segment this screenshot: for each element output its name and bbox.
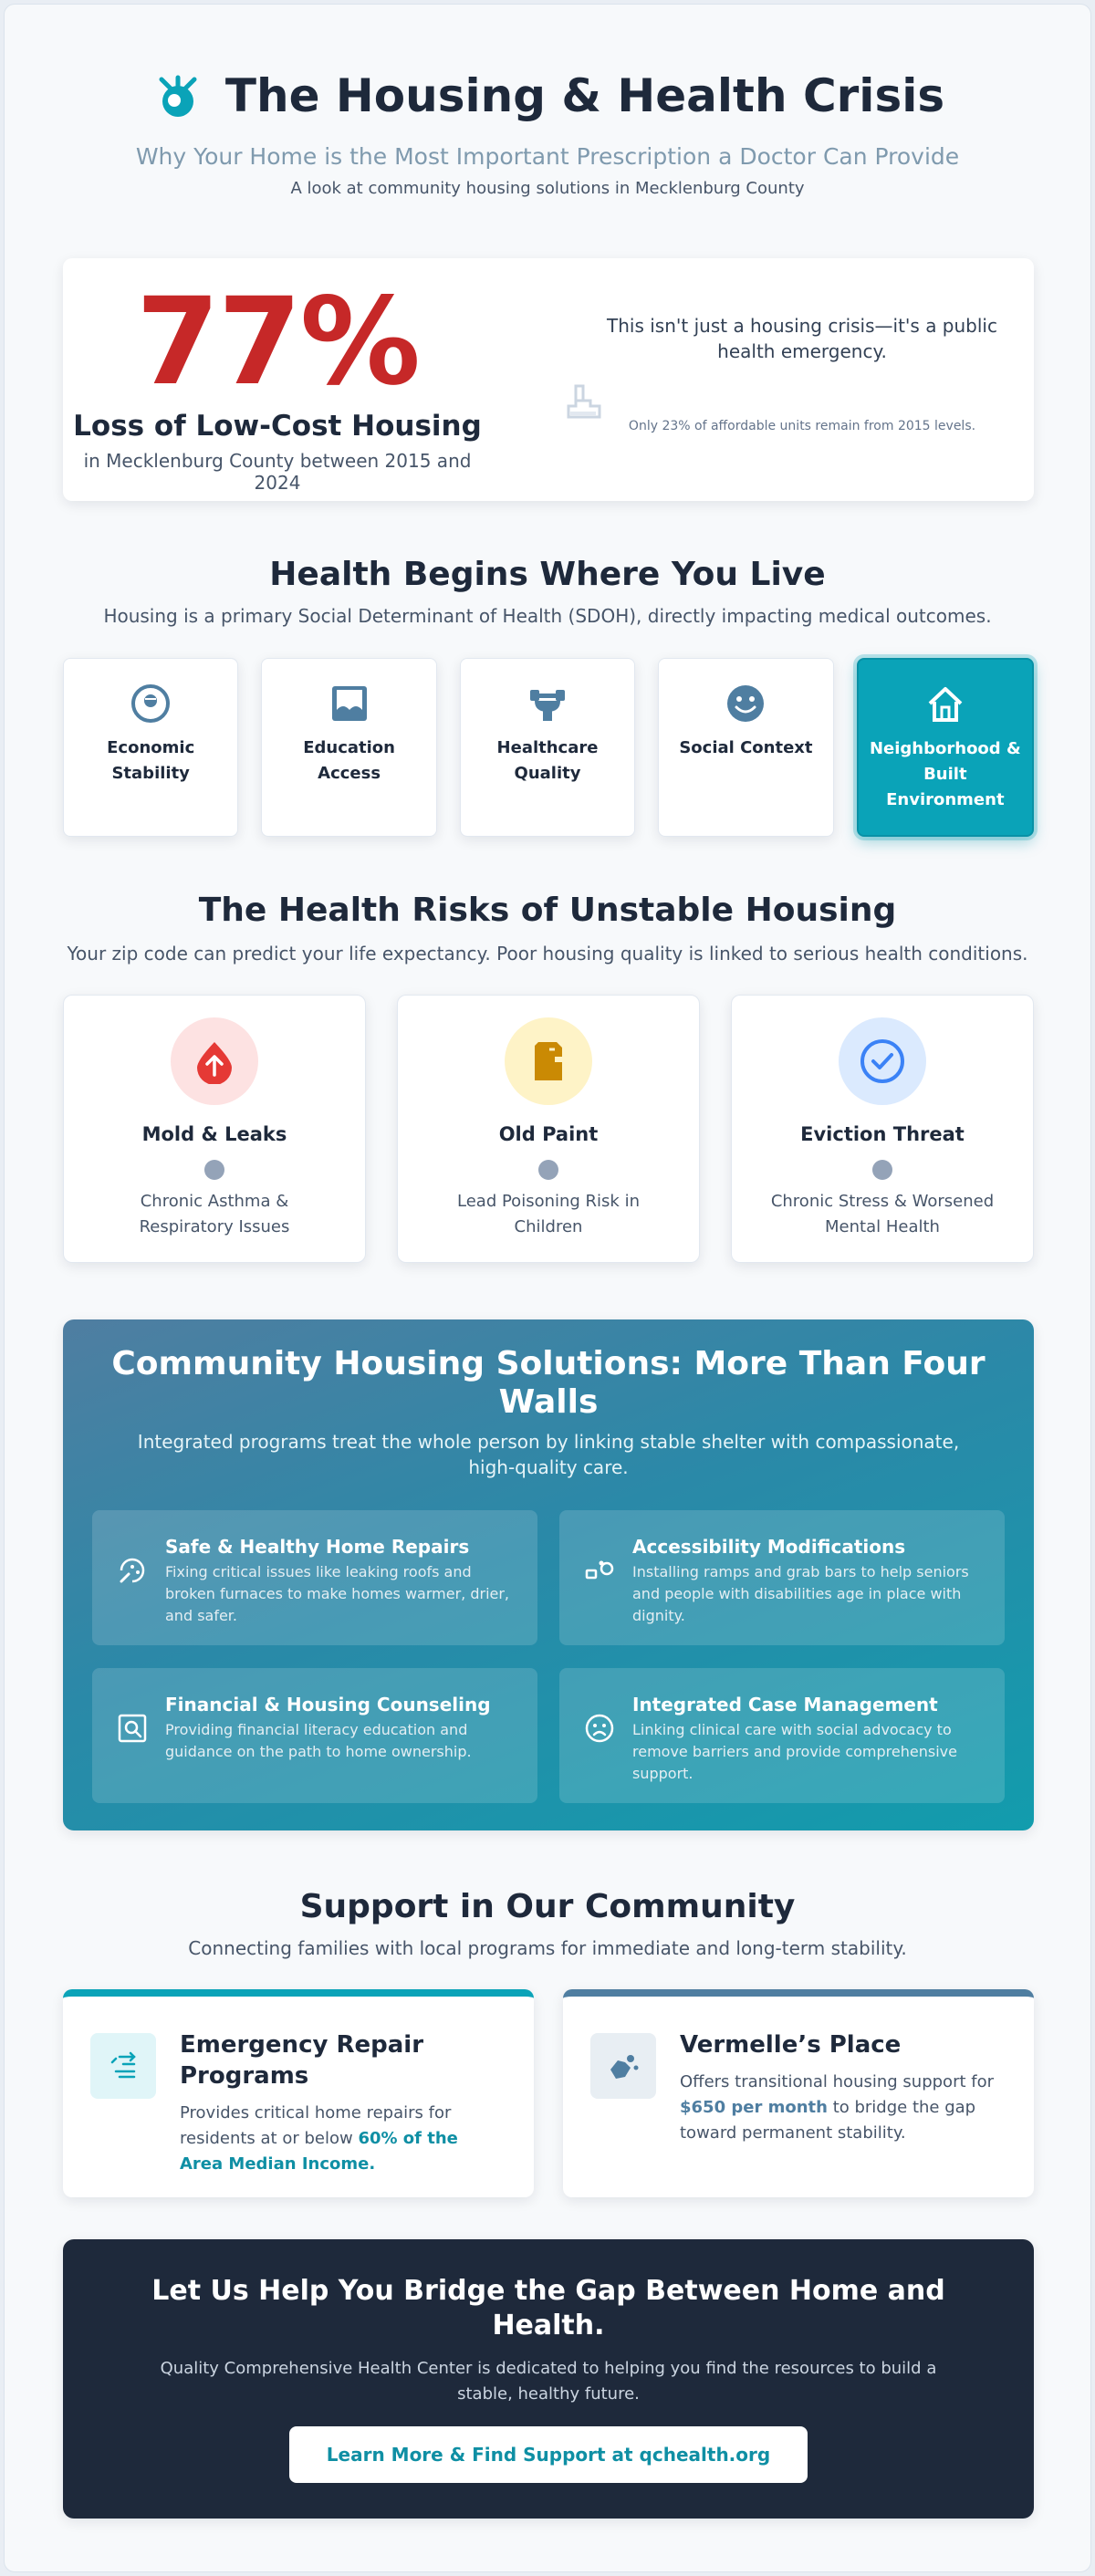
solution-title: Safe & Healthy Home Repairs (165, 1536, 470, 1558)
sdoh-card-label: Neighborhood & Built Environment (869, 739, 1021, 809)
risk-icon-circle (171, 1017, 258, 1105)
hero-note: Only 23% of affordable units remain from 2015 levels. (628, 419, 976, 433)
sdoh-description: Housing is a primary Social Determinant of Health (SDOH), directly impacting medical outcomes. (103, 605, 992, 627)
support-card-title: Vermelle’s Place (680, 2031, 902, 2059)
sdoh-card-row (63, 658, 1034, 837)
hero-stat (72, 272, 483, 494)
paint-can-icon (526, 1038, 571, 1084)
cta-title: Let Us Help You Bridge the Gap Between Home and Health. (151, 2275, 945, 2341)
sdoh-card-label: Education Access (303, 738, 395, 783)
solution-title: Integrated Case Management (632, 1694, 938, 1716)
wrench-icon (116, 1554, 149, 1587)
tools-icon (107, 2049, 140, 2082)
page-title: The Housing & Health Crisis (224, 69, 945, 122)
risk-description: Chronic Asthma & Respiratory Issues (139, 1192, 290, 1236)
check-circle-icon (859, 1038, 906, 1085)
solutions-panel (63, 1319, 1034, 1830)
cta-description: Quality Comprehensive Health Center is dedicated to helping you find the resources to build a stable, healthy future. (160, 2359, 937, 2404)
solution-title: Financial & Housing Counseling (165, 1694, 491, 1716)
sdoh-card-social-context[interactable] (658, 658, 833, 837)
support-card-vermelles-place (563, 1989, 1034, 2197)
page-subtitle: Why Your Home is the Most Important Prescription a Doctor Can Provide (135, 143, 960, 170)
solutions-title: Community Housing Solutions: More Than Four Walls (111, 1345, 986, 1421)
risk-divider-dot (538, 1160, 558, 1180)
sdoh-card-healthcare-quality[interactable] (460, 658, 635, 837)
hero-percent: 77% (136, 272, 419, 412)
hero-quote: This isn't just a housing crisis—it's a public health emergency. (607, 315, 997, 362)
stethoscope-home-icon (151, 68, 205, 123)
sdoh-card-label: Healthcare Quality (496, 738, 599, 783)
helping-hands-icon (607, 2049, 640, 2082)
hero-quote-block (574, 313, 1030, 433)
wheelchair-icon (583, 1554, 616, 1587)
support-desc-highlight: $650 per month (680, 2098, 828, 2117)
page-tagline: A look at community housing solutions in Mecklenburg County (290, 179, 805, 198)
solution-card-case-management (559, 1668, 1005, 1803)
house-icon (924, 683, 966, 725)
risk-description: Chronic Stress & Worsened Mental Health (770, 1192, 995, 1236)
support-title: Support in Our Community (299, 1888, 796, 1925)
support-card-title: Emergency Repair Programs (180, 2031, 424, 2090)
support-card-emergency-repair (63, 1989, 534, 2197)
sdoh-card-label: Social Context (679, 738, 813, 757)
risk-card-row (63, 995, 1034, 1263)
hero-headline: Loss of Low-Cost Housing (73, 410, 482, 443)
support-card-description (180, 2101, 506, 2177)
risk-card-eviction (731, 995, 1034, 1263)
title-row (5, 59, 1090, 132)
sdoh-title: Health Begins Where You Live (269, 556, 826, 593)
coin-icon (130, 683, 172, 725)
solution-card-repairs (92, 1510, 537, 1645)
stethoscope-icon (527, 683, 568, 725)
risk-description: Lead Poisoning Risk in Children (457, 1192, 640, 1236)
solution-title: Accessibility Modifications (632, 1536, 906, 1558)
smile-icon (725, 683, 766, 725)
solution-card-counseling (92, 1668, 537, 1803)
support-icon-box (90, 2033, 156, 2099)
support-desc-highlight: 60% of the Area Median Income. (180, 2129, 458, 2174)
support-card-description (680, 2070, 1006, 2146)
sdoh-card-label: Economic Stability (107, 738, 195, 783)
hero-subline: in Mecklenburg County between 2015 and 2024 (83, 450, 472, 494)
solution-description: Linking clinical care with social advocacy to remove barriers and provide comprehensive support. (632, 1721, 957, 1782)
risk-card-old-paint (397, 995, 700, 1263)
hero-stat-card (63, 258, 1034, 501)
support-desc-text: Offers transitional housing support for (680, 2072, 994, 2091)
water-drop-icon (192, 1038, 237, 1084)
sdoh-card-education-access[interactable] (261, 658, 436, 837)
header (5, 59, 1090, 198)
book-icon (328, 683, 370, 725)
solutions-description: Integrated programs treat the whole person by linking stable shelter with compassionate, high-quality care. (137, 1431, 960, 1478)
solution-description: Fixing critical issues like leaking roofs and broken furnaces to make homes warmer, drier, and safer. (165, 1563, 510, 1624)
solution-description: Installing ramps and grab bars to help seniors and people with disabilities age in place with dignity. (632, 1563, 969, 1624)
risk-title: Mold & Leaks (141, 1123, 287, 1145)
learn-more-button[interactable]: Learn More & Find Support at qchealth.org (289, 2426, 808, 2483)
cta-panel (63, 2239, 1034, 2519)
solution-card-accessibility (559, 1510, 1005, 1645)
risk-icon-circle (505, 1017, 592, 1105)
risks-title: The Health Risks of Unstable Housing (198, 892, 897, 929)
document-search-icon (116, 1712, 149, 1745)
support-desc-text: to bridge the gap toward permanent stability. (680, 2098, 976, 2143)
risks-description: Your zip code can predict your life expectancy. Poor housing quality is linked to serious health conditions. (67, 943, 1028, 965)
risk-title: Old Paint (498, 1123, 599, 1145)
sdoh-card-economic-stability[interactable] (63, 658, 238, 837)
risk-icon-circle (839, 1017, 926, 1105)
solution-description: Providing financial literacy education and guidance on the path to home ownership. (165, 1721, 472, 1760)
risk-divider-dot (872, 1160, 892, 1180)
sdoh-card-neighborhood[interactable] (857, 658, 1034, 837)
support-desc-text: Provides critical home repairs for residents at or below (180, 2103, 452, 2148)
risk-title: Eviction Threat (800, 1123, 965, 1145)
risk-divider-dot (204, 1160, 224, 1180)
risk-card-mold (63, 995, 366, 1263)
face-icon (583, 1712, 616, 1745)
support-description: Connecting families with local programs for immediate and long-term stability. (188, 1937, 907, 1959)
page (4, 4, 1091, 2572)
support-icon-box (590, 2033, 656, 2099)
